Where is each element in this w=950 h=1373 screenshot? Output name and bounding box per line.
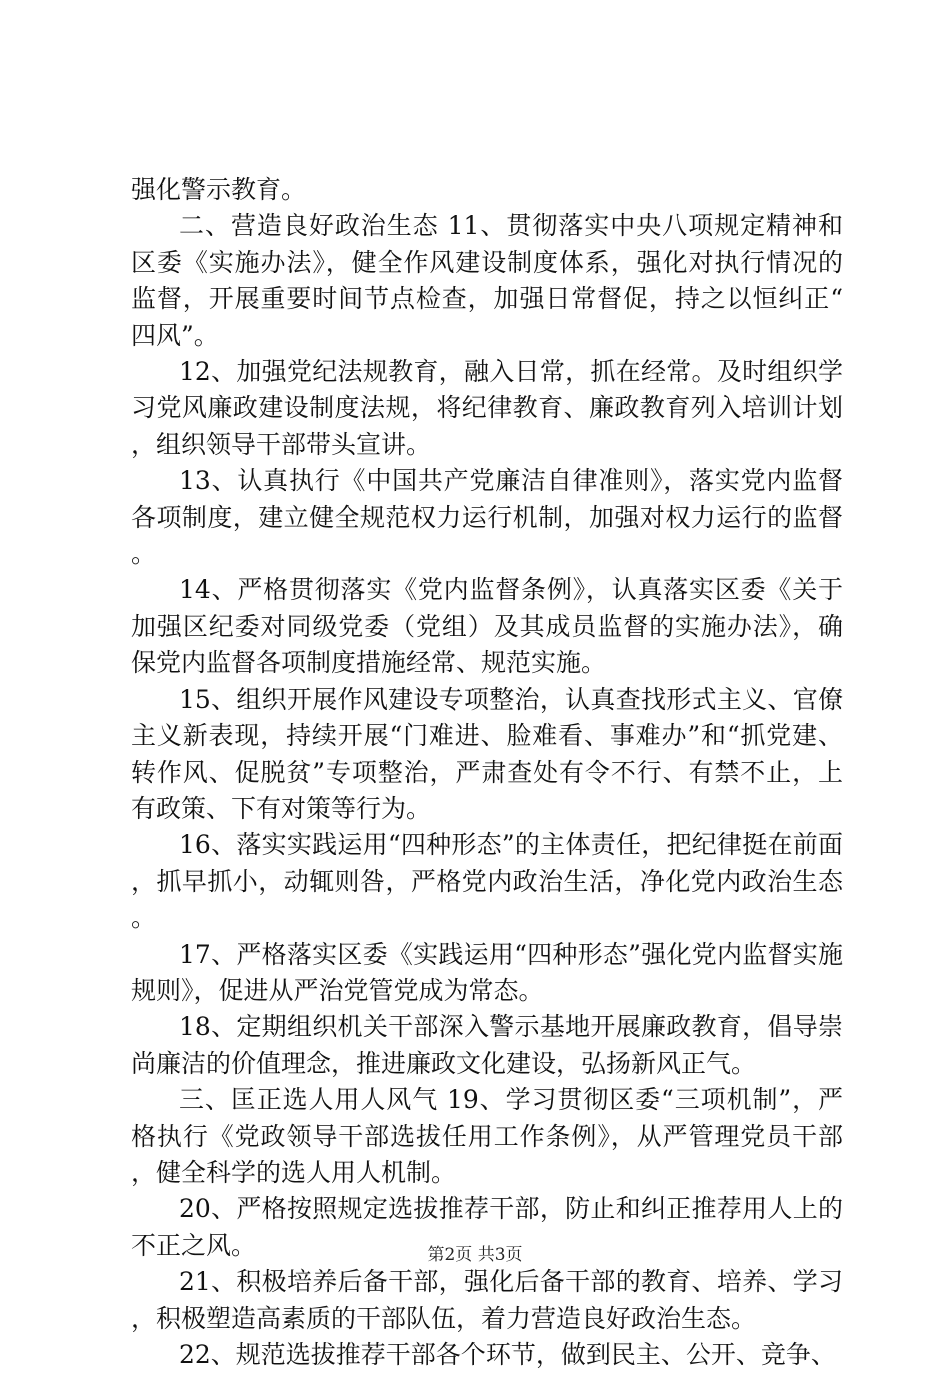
paragraph-11: 20、严格按照规定选拔推荐干部，防止和纠正推荐用人上的不正之风。 xyxy=(131,1194,843,1260)
paragraph-3: 12、加强党纪法规教育，融入日常，抓在经常。及时组织学习党风廉政建设制度法规，将纪律教育、廉政教育列入培训计划，组织领导干部带头宣讲。 xyxy=(131,357,843,459)
paragraph-6: 15、组织开展作风建设专项整治，认真查找形式主义、官僚主义新表现，持续开展“门难进、脸难看、事难办”和“抓党建、转作风、促脱贫”专项整治，严肃查处有令不行、有禁不止，上有政策、下有对策等行为。 xyxy=(131,684,843,823)
paragraph-1: 强化警示教育。 xyxy=(131,175,307,204)
paragraph-10: 三、匡正选人用人风气 19、学习贯彻区委“三项机制”，严格执行《党政领导干部选拔任用工作条例》，从严管理党员干部，健全科学的选人用人机制。 xyxy=(131,1085,843,1187)
paragraph-8: 17、严格落实区委《实践运用“四种形态”强化党内监督实施规则》，促进从严治党管党成为常态。 xyxy=(131,939,843,1005)
paragraph-7: 16、落实实践运用“四种形态”的主体责任，把纪律挺在前面，抓早抓小，动辄则咎，严格党内政治生活，净化党内政治生态。 xyxy=(131,830,843,933)
document-body xyxy=(131,172,843,1373)
paragraph-13: 22、规范选拔推荐干部各个环节，做到民主、公开、竞争、 xyxy=(179,1340,836,1369)
paragraph-5: 14、严格贯彻落实《党内监督条例》，认真落实区委《关于加强区纪委对同级党委（党组）及其成员监督的实施办法》，确保党内监督各项制度措施经常、规范实施。 xyxy=(131,575,843,678)
paragraph-2: 二、营造良好政治生态 11、贯彻落实中央八项规定精神和区委《实施办法》，健全作风建设制度体系，强化对执行情况的监督，开展重要时间节点检查，加强日常督促，持之以恒纠正“四风”。 xyxy=(131,211,843,350)
paragraph-9: 18、定期组织机关干部深入警示基地开展廉政教育，倡导崇尚廉洁的价值理念，推进廉政文化建设，弘扬新风正气。 xyxy=(131,1012,843,1078)
page-number-footer: 第2页 共3页 xyxy=(427,1245,523,1265)
paragraph-4: 13、认真执行《中国共产党廉洁自律准则》，落实党内监督各项制度，建立健全规范权力运行机制，加强对权力运行的监督。 xyxy=(131,466,843,569)
paragraph-12: 21、积极培养后备干部，强化后备干部的教育、培养、学习，积极塑造高素质的干部队伍，着力营造良好政治生态。 xyxy=(131,1267,843,1333)
